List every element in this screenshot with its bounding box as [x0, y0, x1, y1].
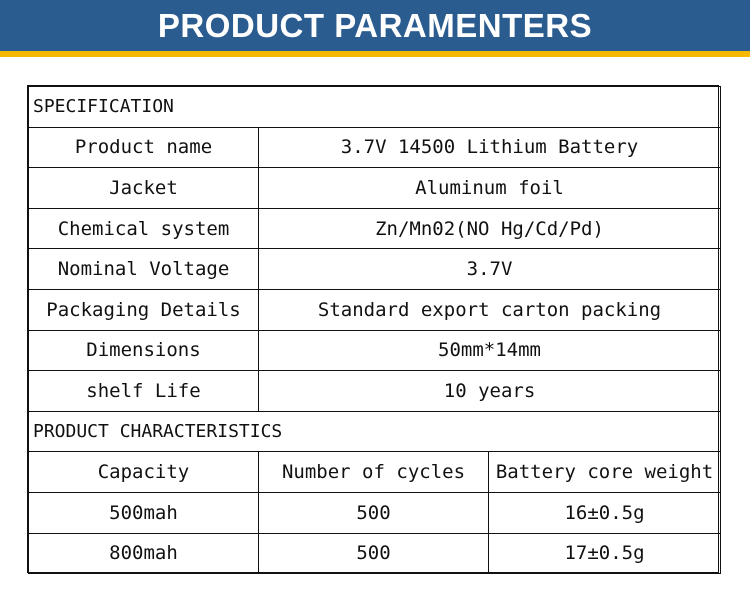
characteristics-section-heading: PRODUCT CHARACTERISTICS [29, 411, 721, 452]
spec-section-heading: SPECIFICATION [29, 87, 721, 128]
spec-label: Nominal Voltage [29, 249, 259, 290]
spec-label: Jacket [29, 168, 259, 209]
spec-value: 10 years [259, 371, 721, 412]
spec-label: Chemical system [29, 208, 259, 249]
header-banner [0, 0, 750, 57]
table-row [29, 208, 721, 249]
spec-value: 3.7V 14500 Lithium Battery [259, 127, 721, 168]
spec-value: Aluminum foil [259, 168, 721, 209]
page-title: PRODUCT PARAMENTERS [157, 6, 593, 44]
weight-cell: 16±0.5g [489, 492, 721, 533]
column-header-capacity: Capacity [29, 452, 259, 493]
cycles-cell: 500 [259, 492, 489, 533]
table-row [29, 371, 721, 412]
characteristics-section-row [29, 411, 721, 452]
column-header-row [29, 452, 721, 493]
spec-label: Dimensions [29, 330, 259, 371]
spec-label: Product name [29, 127, 259, 168]
table-row [29, 330, 721, 371]
table-row [29, 127, 721, 168]
spec-value: Zn/Mn02(NO Hg/Cd/Pd) [259, 208, 721, 249]
table-row [29, 289, 721, 330]
capacity-cell: 800mah [29, 533, 259, 574]
parameters-table [27, 85, 719, 573]
spec-value: Standard export carton packing [259, 289, 721, 330]
cycles-cell: 500 [259, 533, 489, 574]
column-header-weight: Battery core weight [489, 452, 721, 493]
table-row [29, 492, 721, 533]
table-row [29, 533, 721, 574]
table-row [29, 168, 721, 209]
spec-label: Packaging Details [29, 289, 259, 330]
spec-section-row [29, 87, 721, 128]
weight-cell: 17±0.5g [489, 533, 721, 574]
column-header-cycles: Number of cycles [259, 452, 489, 493]
capacity-cell: 500mah [29, 492, 259, 533]
spec-label: shelf Life [29, 371, 259, 412]
spec-value: 50mm*14mm [259, 330, 721, 371]
spec-value: 3.7V [259, 249, 721, 290]
table-row [29, 249, 721, 290]
